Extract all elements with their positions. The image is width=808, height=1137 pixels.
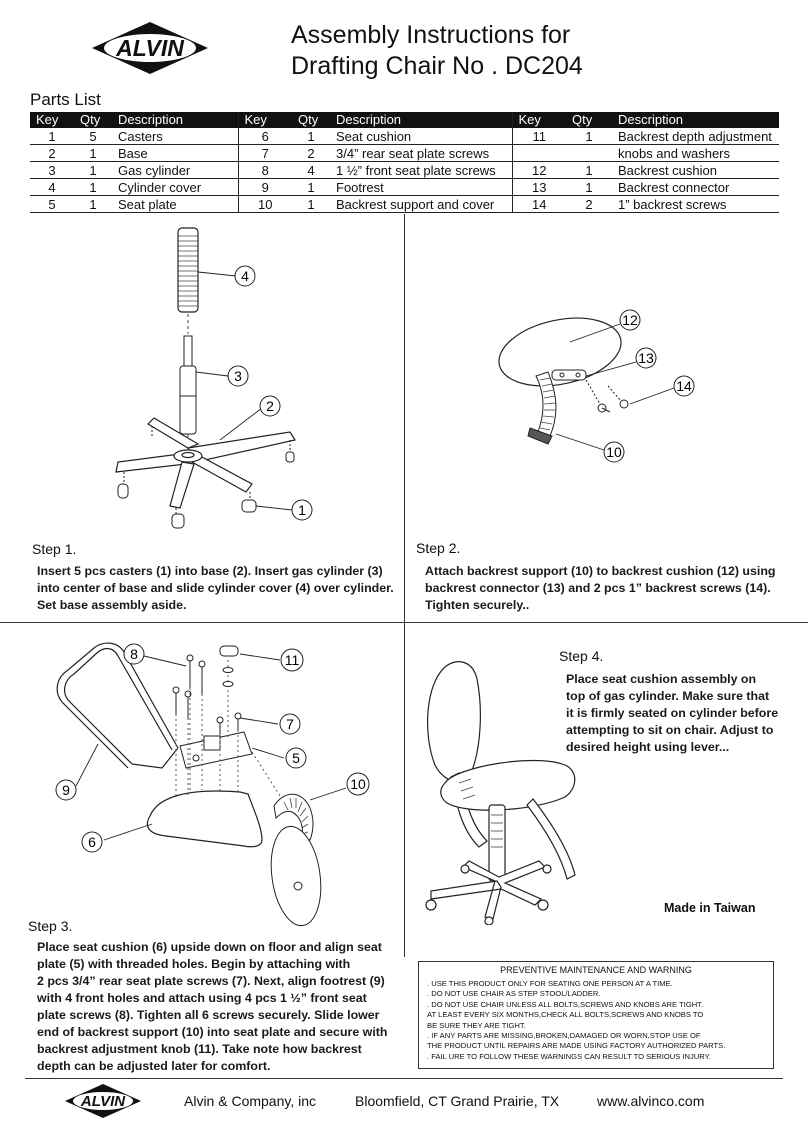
col-key: Key (30, 112, 74, 128)
svg-text:6: 6 (88, 834, 96, 850)
callout (260, 396, 280, 416)
cell-qty: 1 (566, 162, 612, 179)
cell-description: Backrest connector (612, 179, 779, 196)
alvin-logo (90, 20, 210, 76)
cell-key: 4 (30, 179, 74, 196)
step1-line: Set base assembly aside. (37, 598, 187, 612)
step1-text (37, 563, 399, 614)
cell-key: 5 (30, 196, 74, 213)
cell-key: 14 (512, 196, 566, 213)
svg-text:12: 12 (622, 312, 638, 328)
step3-line: depth can be adjusted later for comfort. (37, 1059, 271, 1073)
col-key: Key (238, 112, 292, 128)
step1-diagram (100, 222, 330, 532)
backrest-connector-part (552, 370, 586, 380)
col-key: Key (512, 112, 566, 128)
page-title-line1: Assembly Instructions for (291, 21, 571, 49)
alvin-logo-text: ALVIN (116, 35, 184, 61)
footer-locations: Bloomfield, CT Grand Prairie, TX (355, 1093, 560, 1109)
cell-qty: 1 (566, 128, 612, 145)
step2-line: Attach backrest support (10) to backrest cushion (12) using (425, 564, 776, 578)
svg-text:11: 11 (284, 652, 300, 668)
step3-title: Step 3. (28, 918, 73, 934)
svg-text:10: 10 (606, 444, 622, 460)
svg-text:4: 4 (241, 268, 249, 284)
cell-key: 2 (30, 145, 74, 162)
cell-qty: 1 (74, 162, 112, 179)
step4-line: desired height using lever... (566, 740, 730, 754)
cell-qty: 4 (292, 162, 330, 179)
callout (281, 649, 303, 671)
step3-line: plate (5) with threaded holes. Begin by attaching with (37, 957, 351, 971)
step4-chair-diagram (415, 655, 595, 925)
cell-key: 11 (512, 128, 566, 145)
cell-description: Gas cylinder (112, 162, 238, 179)
cell-description: Seat plate (112, 196, 238, 213)
svg-text:13: 13 (638, 350, 654, 366)
divider-vertical-top (404, 214, 405, 622)
cell-qty: 2 (292, 145, 330, 162)
step3-line: plate screws (8). Tighten all 6 screws securely. Slide lower (37, 1008, 380, 1022)
callout (636, 348, 656, 368)
divider-horizontal-footer (25, 1078, 783, 1079)
alvin-footer-logo (64, 1083, 142, 1119)
cell-description: Backrest cushion (612, 162, 779, 179)
cell-qty: 1 (74, 145, 112, 162)
callout (292, 500, 312, 520)
cell-description: Backrest support and cover (330, 196, 512, 213)
adjustment-knob-part (220, 646, 238, 687)
cell-key: 9 (238, 179, 292, 196)
step1-line: into center of base and slide cylinder cover (4) over cylinder. (37, 581, 394, 595)
cylinder-cover-part (178, 228, 198, 312)
callout (347, 773, 369, 795)
alvin-footer-logo-text: ALVIN (80, 1093, 126, 1110)
step3-line: backrest adjustment knob (11). Take note how backrest (37, 1042, 362, 1056)
callout (604, 442, 624, 462)
callout (620, 310, 640, 330)
backrest-screw-part (586, 380, 628, 412)
backrest-cushion-part (493, 308, 628, 396)
svg-text:1: 1 (298, 502, 306, 518)
seat-plate-part (180, 732, 252, 768)
svg-text:8: 8 (130, 646, 138, 662)
step4-line: Place seat cushion assembly on (566, 672, 757, 686)
cell-key: 6 (238, 128, 292, 145)
cell-key: 3 (30, 162, 74, 179)
cell-description: Casters (112, 128, 238, 145)
callout (56, 780, 76, 800)
gas-cylinder-part (180, 336, 196, 434)
warning-item: . DO NOT USE CHAIR UNLESS ALL BOLTS,SCREWS AND KNOBS ARE TIGHT. (427, 999, 704, 1009)
step2-diagram (490, 300, 710, 470)
callout (235, 266, 255, 286)
col-description: Description (112, 112, 238, 128)
warning-list (427, 979, 771, 1062)
warning-item: . IF ANY PARTS ARE MISSING,BROKEN,DAMAGED OR WORN,STOP USE OF (427, 1031, 701, 1041)
callout (280, 714, 300, 734)
star-base-part (116, 418, 295, 508)
divider-vertical-bottom (404, 622, 405, 957)
warning-item: AT LEAST EVERY SIX MONTHS,CHECK ALL BOLTS,SCREWS AND KNOBS TO (427, 1010, 704, 1020)
warning-title: PREVENTIVE MAINTENANCE AND WARNING (500, 965, 692, 975)
cell-description: Backrest depth adjustment (612, 128, 779, 145)
svg-text:10: 10 (350, 776, 366, 792)
chair-backrest (428, 662, 481, 782)
svg-text:3: 3 (234, 368, 242, 384)
cell-qty (566, 145, 612, 162)
backrest-assembly-part (265, 794, 326, 929)
warning-item: . USE THIS PRODUCT ONLY FOR SEATING ONE PERSON AT A TIME. (427, 979, 673, 988)
step2-line: backrest connector (13) and 2 pcs 1” backrest screws (14). (425, 581, 771, 595)
table-row (30, 128, 779, 145)
step4-line: top of gas cylinder. Make sure that (566, 689, 770, 703)
svg-text:14: 14 (676, 378, 692, 394)
chair-cylinder (489, 805, 505, 881)
step2-text (425, 563, 790, 614)
seat-plate-screw-part (173, 655, 241, 734)
col-qty: Qty (292, 112, 330, 128)
cell-key: 10 (238, 196, 292, 213)
warning-item: BE SURE THEY ARE TIGHT. (427, 1020, 526, 1030)
footer-website-link[interactable]: www.alvinco.com (597, 1093, 705, 1109)
cell-qty: 1 (74, 196, 112, 213)
cell-key: 1 (30, 128, 74, 145)
step3-line: 2 pcs 3/4” rear seat plate screws (7). Next, align footrest (9) (37, 974, 385, 988)
cell-qty: 2 (566, 196, 612, 213)
step3-line: with 4 front holes and attach using 4 pcs 1 ½” front seat (37, 991, 367, 1005)
page-title-line2: Drafting Chair No . DC204 (291, 52, 583, 80)
col-description: Description (330, 112, 512, 128)
step4-text (566, 671, 790, 756)
callout (124, 644, 144, 664)
parts-table-header (30, 112, 779, 128)
step3-diagram (40, 640, 390, 930)
table-row (30, 196, 779, 213)
callout (228, 366, 248, 386)
table-row (30, 179, 779, 196)
step3-line: end of backrest support (10) into seat plate and secure with (37, 1025, 388, 1039)
callout (286, 748, 306, 768)
col-qty: Qty (74, 112, 112, 128)
cell-description: 3/4” rear seat plate screws (330, 145, 512, 162)
svg-text:5: 5 (292, 750, 300, 766)
cell-description: 1 ½” front seat plate screws (330, 162, 512, 179)
cell-key: 7 (238, 145, 292, 162)
warning-item: . DO NOT USE CHAIR AS STEP STOOL/LADDER. (427, 989, 601, 999)
svg-text:2: 2 (266, 398, 274, 414)
cell-description: Footrest (330, 179, 512, 196)
cell-qty: 1 (292, 196, 330, 213)
callout (674, 376, 694, 396)
warning-item: THE PRODUCT UNTIL REPAIRS ARE MADE USING FACTORY AUTHORIZED PARTS. (427, 1041, 726, 1051)
table-row (30, 162, 779, 179)
footrest-part (57, 643, 178, 768)
table-row (30, 145, 779, 162)
cell-qty: 5 (74, 128, 112, 145)
cell-description: Seat cushion (330, 128, 512, 145)
step1-line: Insert 5 pcs casters (1) into base (2). Insert gas cylinder (3) (37, 564, 383, 578)
cell-key (512, 145, 566, 162)
chair-base (431, 861, 545, 919)
cell-description: Base (112, 145, 238, 162)
cell-key: 13 (512, 179, 566, 196)
cell-description: knobs and washers (612, 145, 779, 162)
step4-line: it is firmly seated on cylinder before (566, 706, 779, 720)
svg-text:7: 7 (286, 716, 294, 732)
footer-company: Alvin & Company, inc (184, 1093, 317, 1109)
cell-description: 1” backrest screws (612, 196, 779, 213)
step3-line: Place seat cushion (6) upside down on floor and align seat (37, 940, 382, 954)
step2-title: Step 2. (416, 540, 461, 556)
cell-key: 12 (512, 162, 566, 179)
step2-line: Tighten securely.. (425, 598, 530, 612)
step4-line: attempting to sit on chair. Adjust to (566, 723, 774, 737)
warning-item: . FAIL URE TO FOLLOW THESE WARNINGS CAN RESULT TO SERIOUS INJURY. (427, 1051, 711, 1061)
step3-text (37, 939, 401, 1075)
warning-box (418, 961, 774, 1069)
cell-qty: 1 (292, 179, 330, 196)
step4-title: Step 4. (559, 648, 604, 664)
cell-description: Cylinder cover (112, 179, 238, 196)
col-description: Description (612, 112, 779, 128)
cell-qty: 1 (74, 179, 112, 196)
parts-table (30, 112, 779, 213)
step1-title: Step 1. (32, 541, 77, 557)
cell-key: 8 (238, 162, 292, 179)
cell-qty: 1 (566, 179, 612, 196)
cell-qty: 1 (292, 128, 330, 145)
callout (82, 832, 102, 852)
parts-list-heading: Parts List (30, 90, 101, 109)
svg-text:9: 9 (62, 782, 70, 798)
seat-cushion-part (147, 791, 262, 847)
col-qty: Qty (566, 112, 612, 128)
made-in-label: Made in Taiwan (664, 901, 756, 915)
